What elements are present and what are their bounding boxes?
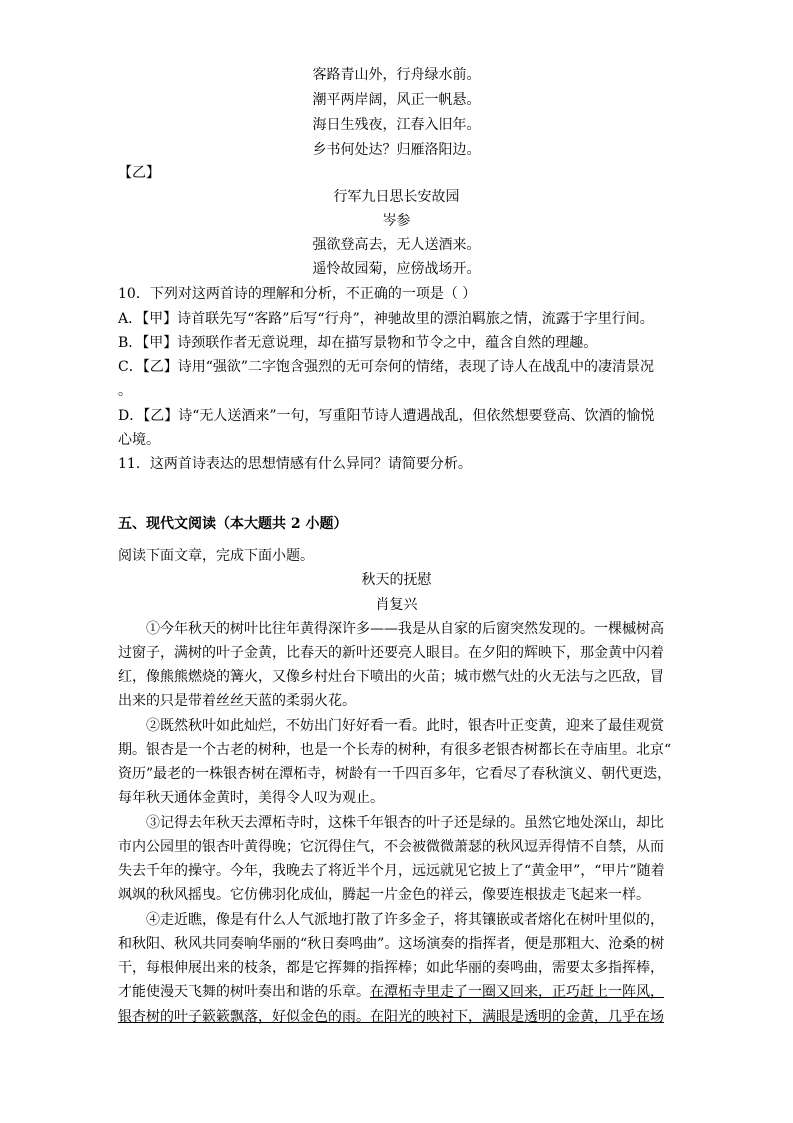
poem-yi-line: 强欲登高去，无人送酒来。 xyxy=(312,237,481,253)
article-title: 秋天的抚慰 xyxy=(361,572,432,588)
underlined-passage: 在潭柘寺里走了一圈又回来，正巧赶上一阵风， xyxy=(370,984,664,1000)
question-11: 11．这两首诗表达的思想情感有什么异同？请简要分析。 xyxy=(118,456,472,472)
paragraph-line: 和秋阳、秋风共同奏响华丽的“秋日奏鸣曲”。这场演奏的指挥者，便是那粗大、沧桑的树 xyxy=(118,936,665,952)
poem-jia-line: 客路青山外，行舟绿水前。 xyxy=(312,67,481,83)
poem-jia-line: 海日生残夜，江春入旧年。 xyxy=(312,117,481,133)
paragraph-line: 干，每根伸展出来的枝条，都是它挥舞的指挥棒；如此华丽的奏鸣曲，需要太多指挥棒， xyxy=(118,960,664,976)
paragraph-line: 出来的只是带着丝丝天蓝的柔弱火花。 xyxy=(118,693,356,709)
paragraph-line: 失去千年的操守。今年，我晚去了将近半个月，远远就见它披上了“黄金甲”，“甲片”随着 xyxy=(118,863,665,879)
question-10-option-b: B．【甲】诗颈联作者无意说理，却在描写景物和节令之中，蕴含自然的理趣。 xyxy=(118,335,598,351)
question-10-option-a: A．【甲】诗首联先写“客路”后写“行舟”，神驰故里的漂泊羁旅之情，流露于字里行间。 xyxy=(118,311,654,327)
section-heading: 五、现代文阅读（本大题共 2 小题） xyxy=(118,516,348,532)
question-10-option-c-continued: 。 xyxy=(118,383,132,399)
paragraph-line xyxy=(118,982,664,1002)
paragraph-line: ②既然秋叶如此灿烂，不妨出门好好看一看。此时，银杏叶正变黄，迎来了最佳观赏 xyxy=(146,718,664,734)
paragraph-line: 资历”最老的一株银杏树在潭柘寺，树龄有一千四百多年，它看尽了春秋演义、朝代更迭， xyxy=(118,766,672,782)
question-10-option-d-continued: 心境。 xyxy=(118,432,160,448)
poem-yi-line: 遥怜故园菊，应傍战场开。 xyxy=(312,261,481,277)
underlined-passage: 银杏树的叶子簌簌飘落，好似金色的雨。在阳光的映衬下，满眼是透明的金黄，几乎在场 xyxy=(118,1009,664,1025)
paragraph-line: 市内公园里的银杏叶黄得晚；它沉得住气，不会被微微萧瑟的秋风逗弄得情不自禁，从而 xyxy=(118,839,664,855)
paragraph-segment: 才能使漫天飞舞的树叶奏出和谐的乐章。 xyxy=(118,984,370,1000)
paragraph-line: ③记得去年秋天去潭柘寺时，这株千年银杏的叶子还是绿的。虽然它地处深山，却比 xyxy=(146,815,664,831)
paragraph-line: 期。银杏是一个古老的树种，也是一个长寿的树种，有很多老银杏树都长在寺庙里。北京“ xyxy=(118,742,672,758)
question-10-stem: 10．下列对这两首诗的理解和分析，不正确的一项是（ ） xyxy=(118,286,477,302)
poem-yi-label: 【乙】 xyxy=(118,165,160,181)
poem-jia-line: 潮平两岸阔，风正一帆悬。 xyxy=(312,92,481,108)
paragraph-line: 飒飒的秋风摇曳。它仿佛羽化成仙，腾起一片金色的祥云，像要连根拔走飞起来一样。 xyxy=(118,887,650,903)
question-10-option-c: C．【乙】诗用“强欲”二字饱含强烈的无可奈何的情绪，表现了诗人在战乱中的凄清景况 xyxy=(118,359,655,375)
reading-instruction: 阅读下面文章，完成下面小题。 xyxy=(118,548,314,564)
paragraph-line: 过窗子，满树的叶子金黄，比春天的新叶还要亮人眼目。在夕阳的辉映下，那金黄中闪着 xyxy=(118,645,664,661)
paragraph-line: 每年秋天通体金黄时，美得令人叹为观止。 xyxy=(118,790,384,806)
poem-yi-title: 行军九日思长安故园 xyxy=(333,189,460,205)
paragraph-line: 红，像熊熊燃烧的篝火，又像乡村灶台下喷出的火苗；城市燃气灶的火无法与之匹敌，冒 xyxy=(118,669,664,685)
poem-yi-author: 岑参 xyxy=(382,213,411,229)
poem-jia-line: 乡书何处达？归雁洛阳边。 xyxy=(312,142,481,158)
question-10-option-d: D．【乙】诗“无人送酒来”一句，写重阳节诗人遭遇战乱，但依然想要登高、饮酒的愉悦 xyxy=(118,408,655,424)
paragraph-line: ④走近瞧，像是有什么人气派地打散了许多金子，将其镶嵌或者熔化在树叶里似的， xyxy=(146,912,664,928)
paragraph-line: ①今年秋天的树叶比往年黄得深许多——我是从自家的后窗突然发现的。一棵槭树高 xyxy=(146,621,664,637)
article-author: 肖复兴 xyxy=(375,597,418,613)
